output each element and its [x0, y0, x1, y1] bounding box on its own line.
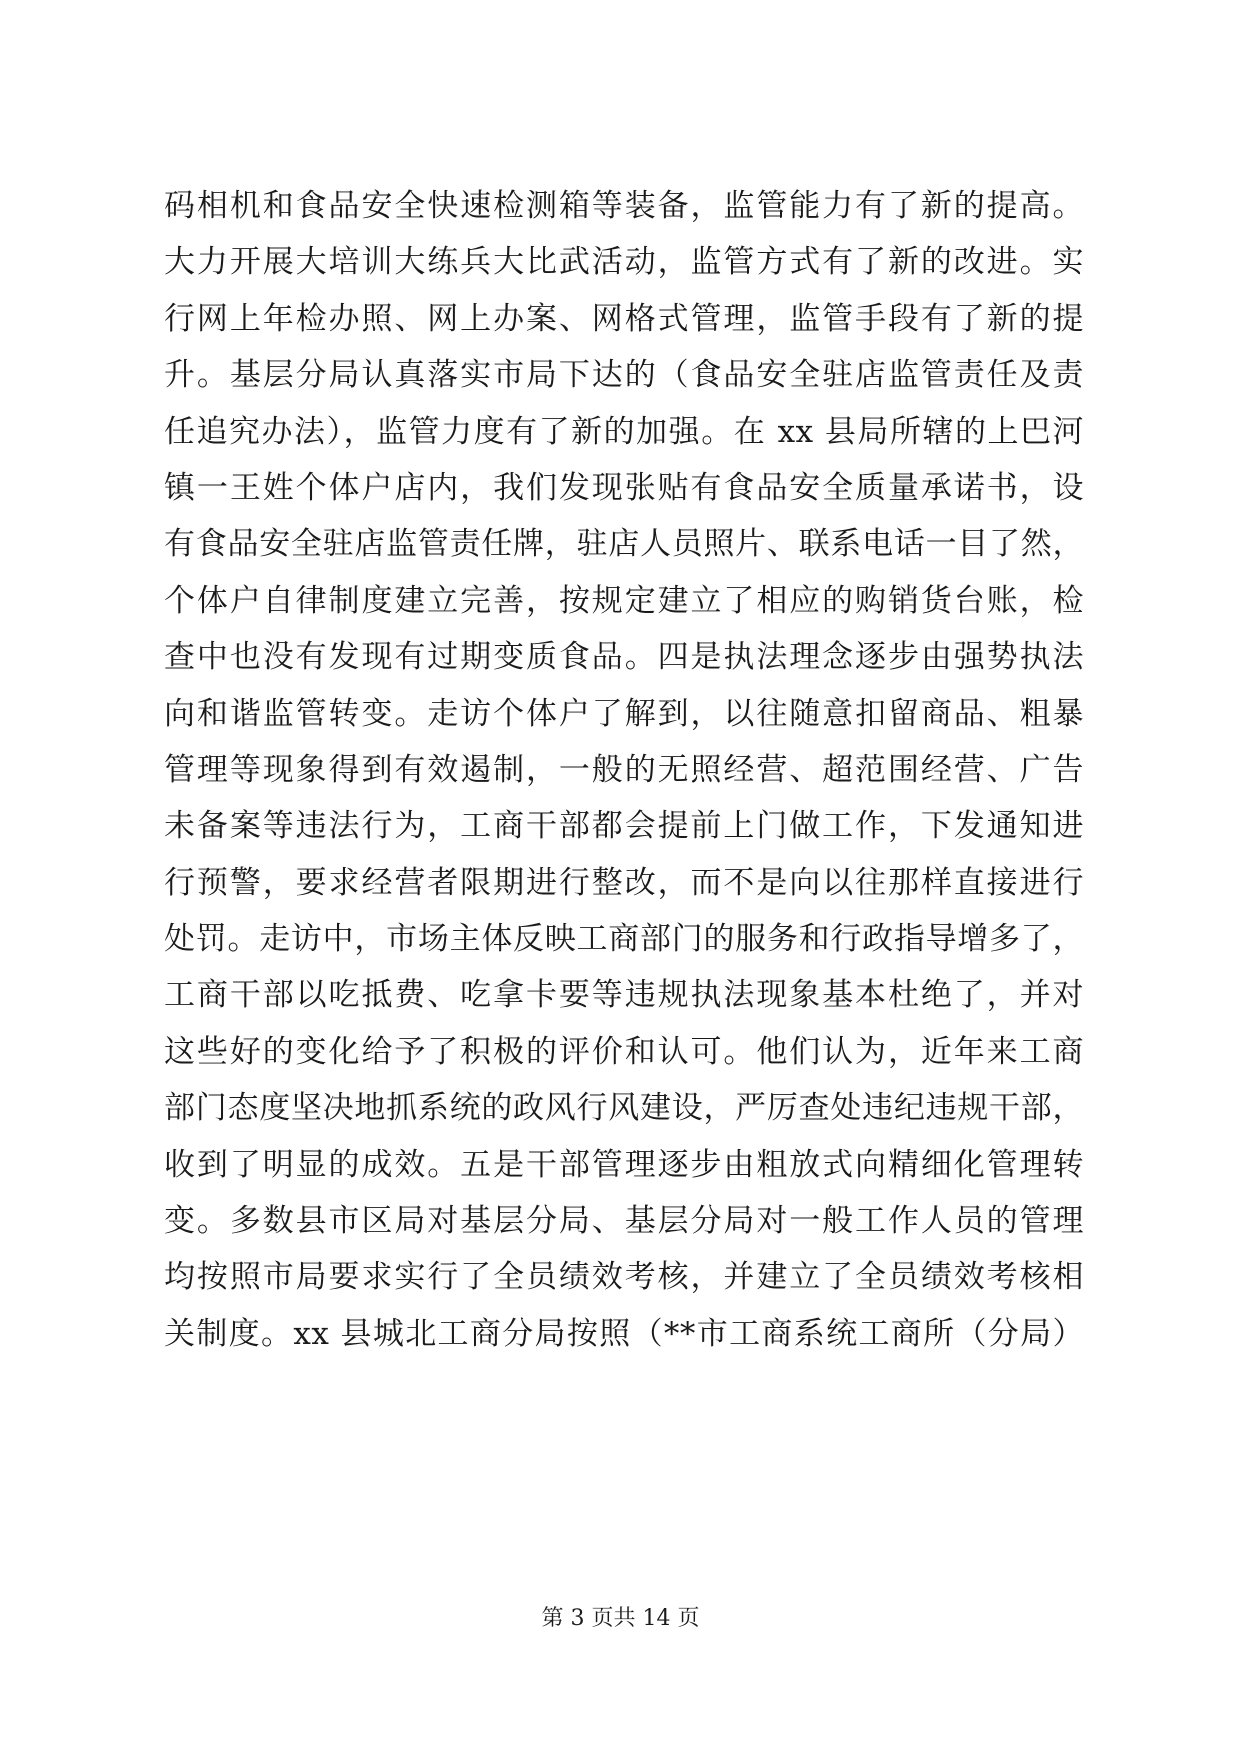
page-footer	[0, 1604, 1241, 1634]
text-line-16: 这些好的变化给予了积极的评价和认可。他们认为，近年来工商	[164, 1033, 1084, 1070]
text-line-12: 未备案等违法行为，工商干部都会提前上门做工作，下发通知进	[164, 808, 1084, 845]
text-line-15: 工商干部以吃抵费、吃拿卡要等违规执法现象基本杜绝了，并对	[164, 977, 1084, 1014]
text-line-13: 行预警，要求经营者限期进行整改，而不是向以往那样直接进行	[164, 864, 1084, 901]
text-line-2: 大力开展大培训大练兵大比武活动，监管方式有了新的改进。实	[164, 244, 1084, 281]
text-line-8: 个体户自律制度建立完善，按规定建立了相应的购销货台账，检	[164, 582, 1084, 619]
text-line-21: 关制度。xx 县城北工商分局按照（**市工商系统工商所（分局）	[164, 1315, 1084, 1352]
text-line-20: 均按照市局要求实行了全员绩效考核，并建立了全员绩效考核相	[164, 1259, 1084, 1296]
text-line-6: 镇一王姓个体户店内，我们发现张贴有食品安全质量承诺书，设	[164, 469, 1084, 506]
text-line-11: 管理等现象得到有效遏制，一般的无照经营、超范围经营、广告	[164, 751, 1084, 788]
text-line-10: 向和谐监管转变。走访个体户了解到，以往随意扣留商品、粗暴	[164, 695, 1084, 732]
text-line-1: 码相机和食品安全快速检测箱等装备，监管能力有了新的提高。	[164, 188, 1084, 224]
text-line-9: 查中也没有发现有过期变质食品。四是执法理念逐步由强势执法	[164, 639, 1084, 676]
text-line-5: 任追究办法），监管力度有了新的加强。在 xx 县局所辖的上巴河	[164, 413, 1084, 450]
page-number: 第 3 页	[541, 1606, 614, 1631]
page-total: 共 14 页	[613, 1606, 700, 1631]
text-line-7: 有食品安全驻店监管责任牌，驻店人员照片、联系电话一目了然，	[164, 526, 1084, 563]
text-line-18: 收到了明显的成效。五是干部管理逐步由粗放式向精细化管理转	[164, 1146, 1084, 1183]
text-line-14: 处罚。走访中，市场主体反映工商部门的服务和行政指导增多了，	[164, 921, 1084, 958]
text-line-3: 行网上年检办照、网上办案、网格式管理，监管手段有了新的提	[164, 300, 1084, 337]
text-line-4: 升。基层分局认真落实市局下达的（食品安全驻店监管责任及责	[164, 357, 1084, 394]
text-line-19: 变。多数县市区局对基层分局、基层分局对一般工作人员的管理	[164, 1203, 1084, 1240]
text-line-17: 部门态度坚决地抓系统的政风行风建设，严厉查处违纪违规干部，	[164, 1090, 1084, 1127]
body-text	[164, 178, 1084, 1362]
